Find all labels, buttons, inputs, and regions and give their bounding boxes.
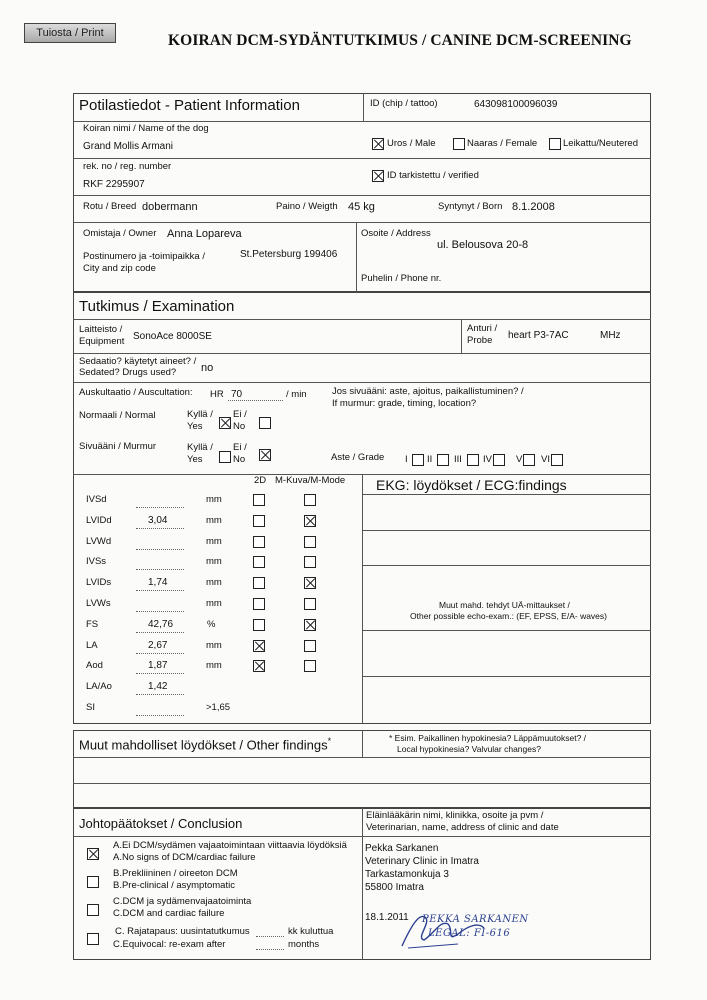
checkbox-mmode[interactable]	[304, 598, 316, 610]
measurement-value: 1,42	[148, 681, 168, 693]
measurement-value: 1,74	[148, 577, 168, 589]
address-value: ul. Belousova 20-8	[437, 239, 529, 251]
sedation-label-1: Sedaatio? käytetyt aineet? /	[79, 356, 197, 367]
measurement-value-line	[136, 569, 184, 570]
born-value: 8.1.2008	[512, 201, 555, 213]
checkbox-mmode[interactable]	[304, 640, 316, 652]
postal-value: St.Petersburg 199406	[240, 249, 338, 260]
probe-label-2: Probe	[467, 335, 493, 346]
checkbox-mmode[interactable]	[304, 556, 316, 568]
conclusion-header: Johtopäätokset / Conclusion	[79, 816, 243, 831]
conclusion-option-en: B.Pre-clinical / asymptomatic	[113, 880, 235, 891]
measurement-label: Aod	[86, 660, 103, 672]
vet-name: Pekka Sarkanen	[365, 843, 439, 854]
equipment-value: SonoAce 8000SE	[133, 331, 212, 342]
checkbox-2d[interactable]	[253, 536, 265, 548]
checkbox-2d[interactable]	[253, 640, 265, 652]
months-fi: kk kuluttua	[288, 926, 334, 937]
dog-name-label: Koiran nimi / Name of the dog	[83, 123, 209, 134]
conclusion-option-fi: C.DCM ja sydämenvajaatoiminta	[113, 896, 252, 907]
print-button[interactable]: Tuiosta / Print	[24, 23, 116, 43]
murmur-no-label-2: No	[233, 454, 246, 465]
conclusion-checkbox-b[interactable]	[87, 876, 99, 888]
patient-header: Potilastiedot - Patient Information	[79, 97, 300, 114]
measurement-value-line	[136, 632, 184, 633]
checkbox-2d[interactable]	[253, 494, 265, 506]
measurement-unit: mm	[206, 639, 222, 651]
other-findings-header: Muut mahdolliset löydökset / Other findings*	[79, 736, 332, 753]
measurement-unit: mm	[206, 660, 222, 672]
checkbox-mmode[interactable]	[304, 577, 316, 589]
measurement-unit: >1,65	[206, 702, 231, 713]
measurement-label: IVSs	[86, 556, 107, 568]
neutered-label: Leikattu/Neutered	[563, 138, 638, 149]
checkbox-mmode[interactable]	[304, 619, 316, 631]
probe-label-1: Anturi /	[467, 323, 498, 334]
grade-checkbox-2[interactable]	[437, 454, 449, 466]
grade-checkbox-4[interactable]	[493, 454, 505, 466]
grade-label-1: I	[405, 454, 408, 465]
normal-no-label-2: No	[233, 421, 246, 432]
vet-clinic: Veterinary Clinic in Imatra	[365, 856, 479, 867]
conclusion-checkbox-a[interactable]	[87, 848, 99, 860]
auscultation-label: Auskultaatio / Auscultation:	[79, 387, 193, 398]
conclusion-option-en: C.DCM and cardiac failure	[113, 908, 225, 919]
born-label: Syntynyt / Born	[438, 201, 503, 212]
murmur-question-2: If murmur: grade, timing, location?	[332, 398, 477, 409]
measurement-value-line	[136, 528, 184, 529]
measurement-label: LA/Ao	[86, 681, 112, 693]
dog-name-value: Grand Mollis Armani	[83, 141, 174, 152]
measurement-value: 2,67	[148, 639, 168, 651]
grade-label-3: III	[454, 454, 462, 465]
sedation-label-2: Sedated? Drugs used?	[79, 367, 177, 378]
measurement-value-line	[136, 590, 184, 591]
equipment-label-2: Equipment	[79, 336, 125, 347]
id-verified-checkbox[interactable]	[372, 170, 384, 182]
normal-yes-checkbox[interactable]	[219, 417, 231, 429]
normal-label: Normaali / Normal	[79, 410, 156, 421]
measurement-value: 1,87	[148, 660, 168, 672]
hr-label: HR	[210, 389, 224, 400]
measurement-unit: mm	[206, 577, 222, 589]
checkbox-mmode[interactable]	[304, 515, 316, 527]
grade-label-2: II	[427, 454, 433, 465]
other-note-2: Local hypokinesia? Valvular changes?	[397, 744, 541, 754]
neutered-checkbox[interactable]	[549, 138, 561, 150]
equivocal-checkbox[interactable]	[87, 933, 99, 945]
measurement-unit: mm	[206, 556, 222, 568]
postal-label-1: Postinumero ja -toimipaikka /	[83, 251, 205, 262]
checkbox-2d[interactable]	[253, 556, 265, 568]
conclusion-option-fi: A.Ei DCM/sydämen vajaatoimintaan viittaavia löydöksiä	[113, 840, 347, 851]
measurement-value-line	[136, 507, 184, 508]
exam-header: Tutkimus / Examination	[79, 298, 235, 315]
exam-date: 18.1.2011	[365, 912, 409, 923]
months-en: months	[288, 939, 320, 950]
normal-yes-label-2: Yes	[187, 421, 203, 432]
checkbox-mmode[interactable]	[304, 660, 316, 672]
measurement-label: LVWs	[86, 598, 111, 609]
postal-label-2: City and zip code	[83, 263, 156, 274]
conclusion-option-fi: B.Prekliininen / oireeton DCM	[113, 868, 238, 879]
column-2d: 2D	[254, 475, 267, 486]
measurement-value-line	[136, 653, 184, 654]
vet-label-2: Veterinarian, name, address of clinic and date	[366, 822, 559, 833]
murmur-yes-checkbox[interactable]	[219, 451, 231, 463]
ekg-header: EKG: löydökset / ECG:findings	[376, 477, 567, 493]
checkbox-mmode[interactable]	[304, 494, 316, 506]
measurement-label: LVIDs	[86, 577, 112, 589]
address-label: Osoite / Address	[361, 228, 431, 239]
checkbox-mmode[interactable]	[304, 536, 316, 548]
normal-no-label-1: Ei /	[233, 409, 247, 420]
probe-unit: MHz	[600, 330, 621, 341]
measurement-unit: %	[207, 618, 216, 630]
murmur-label: Sivuääni / Murmur	[79, 441, 157, 452]
grade-label-5: V	[516, 454, 523, 465]
weight-label: Paino / Weigth	[276, 201, 338, 212]
other-note-1: * Esim. Paikallinen hypokinesia? Läppämuutokset? /	[389, 733, 587, 743]
murmur-no-label-1: Ei /	[233, 442, 247, 453]
conclusion-option-en: A.No signs of DCM/cardiac failure	[113, 852, 256, 863]
grade-checkbox-6[interactable]	[551, 454, 563, 466]
murmur-yes-label-1: Kyllä /	[187, 442, 213, 453]
measurement-label: LVIDd	[86, 514, 112, 526]
owner-value: Anna Lopareva	[167, 228, 242, 240]
grade-checkbox-5[interactable]	[523, 454, 535, 466]
id-label: ID (chip / tattoo)	[370, 98, 438, 109]
column-mmode: M-Kuva/M-Mode	[275, 475, 346, 486]
murmur-yes-label-2: Yes	[187, 454, 203, 465]
measurement-value-line	[136, 611, 184, 612]
reg-value: RKF 2295907	[83, 179, 145, 190]
murmur-no-checkbox[interactable]	[259, 449, 271, 461]
measurement-unit: mm	[206, 598, 222, 609]
female-label: Naaras / Female	[467, 138, 538, 149]
sedation-value: no	[201, 362, 214, 374]
grade-label-4: IV	[483, 454, 492, 465]
measurement-label: IVSd	[86, 494, 107, 505]
measurement-unit: mm	[206, 494, 222, 505]
murmur-question-1: Jos sivuääni: aste, ajoitus, paikallistuminen? /	[332, 386, 524, 397]
form-title: KOIRAN DCM-SYDÄNTUTKIMUS / CANINE DCM-SCREENING	[168, 32, 632, 49]
measurement-value-line	[136, 549, 184, 550]
measurement-label: LA	[86, 639, 98, 651]
checkbox-2d[interactable]	[253, 598, 265, 610]
male-checkbox[interactable]	[372, 138, 384, 150]
measurement-label: FS	[86, 618, 99, 630]
probe-value: heart P3-7AC	[508, 330, 569, 341]
conclusion-checkbox-c[interactable]	[87, 904, 99, 916]
grade-label-6: VI	[541, 454, 550, 465]
grade-checkbox-3[interactable]	[467, 454, 479, 466]
measurement-unit: mm	[206, 535, 222, 547]
female-checkbox[interactable]	[453, 138, 465, 150]
grade-checkbox-1[interactable]	[412, 454, 424, 466]
reg-label: rek. no / reg. number	[83, 161, 172, 172]
breed-label: Rotu / Breed	[83, 201, 137, 212]
measurement-value: 42,76	[148, 618, 174, 630]
other-echo-label-1: Muut mahd. tehdyt UÄ-mittaukset /	[439, 600, 570, 610]
id-value: 643098100096039	[474, 99, 558, 110]
id-verified-label: ID tarkistettu / verified	[387, 170, 479, 181]
measurement-value-line	[136, 694, 184, 695]
breed-value: dobermann	[142, 201, 198, 213]
equivocal-fi: C. Rajatapaus: uusintatutkumus	[115, 926, 250, 937]
grade-label: Aste / Grade	[331, 452, 385, 463]
vet-street: Tarkastamonkuja 3	[365, 869, 449, 880]
hr-value: 70	[231, 389, 243, 400]
measurement-value-line	[136, 673, 184, 674]
vet-signature	[398, 904, 488, 954]
hr-unit: / min	[286, 389, 307, 400]
vet-label-1: Eläinlääkärin nimi, klinikka, osoite ja pvm /	[366, 810, 544, 821]
male-label: Uros / Male	[387, 138, 436, 149]
measurement-value-line	[136, 715, 184, 716]
phone-label: Puhelin / Phone nr.	[361, 273, 442, 284]
measurement-label: LVWd	[86, 535, 112, 547]
vet-city: 55800 Imatra	[365, 882, 424, 893]
weight-value: 45 kg	[348, 201, 375, 213]
equivocal-en: C.Equivocal: re-exam after	[113, 939, 226, 950]
normal-yes-label-1: Kyllä /	[187, 409, 213, 420]
checkbox-2d[interactable]	[253, 515, 265, 527]
measurement-unit: mm	[206, 514, 222, 526]
measurement-label: SI	[86, 702, 95, 713]
measurement-value: 3,04	[148, 514, 168, 526]
other-echo-label-2: Other possible echo-exam.: (EF, EPSS, E/A- waves)	[410, 611, 607, 621]
checkbox-2d[interactable]	[253, 577, 265, 589]
owner-label: Omistaja / Owner	[83, 228, 157, 239]
vet-stamp: PEKKA SARKANEN LEGAL: FI-616	[422, 914, 529, 939]
checkbox-2d[interactable]	[253, 619, 265, 631]
equipment-label-1: Laitteisto /	[79, 324, 123, 335]
checkbox-2d[interactable]	[253, 660, 265, 672]
normal-no-checkbox[interactable]	[259, 417, 271, 429]
